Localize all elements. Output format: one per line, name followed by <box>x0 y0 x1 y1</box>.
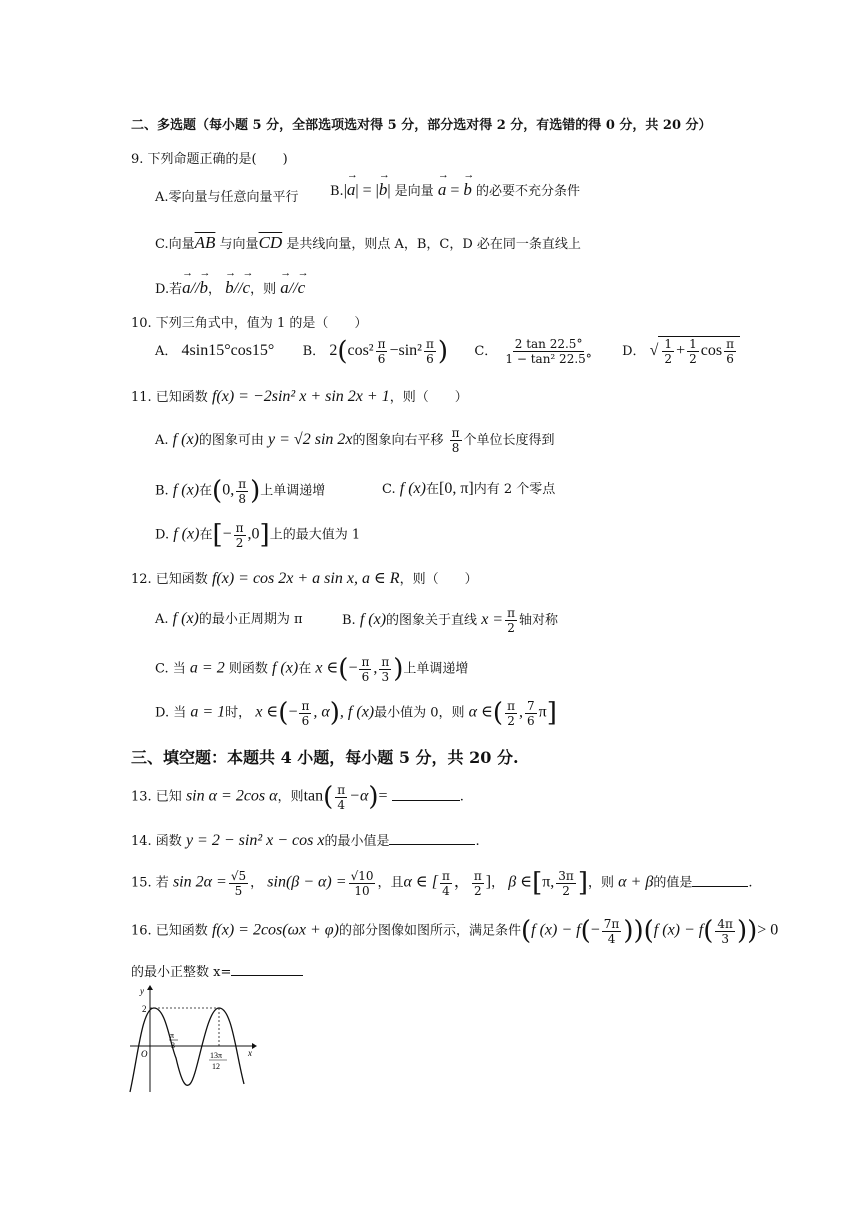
q9-c-label: C.向量 <box>155 237 195 252</box>
q9-c-text: 是共线向量，则点 A，B，C，D 必在同一条直线上 <box>286 237 581 252</box>
q11-a-expr: y = √2 sin 2x <box>268 431 353 448</box>
q11-option-c: C. f (x)在[0, π]内有 2 个零点 <box>382 480 556 497</box>
q14-prefix: 14. 函数 <box>131 834 182 849</box>
q12-d-expr: a = 1 <box>190 703 226 721</box>
q12-c-expr: a = 2 <box>189 659 225 677</box>
q15-sep3: ， <box>491 875 505 891</box>
q12-a-label: A. <box>155 612 169 627</box>
q12-function: f(x) = cos 2x + a sin x, a ∈ R <box>211 570 400 587</box>
q11-a-label: A. <box>155 433 169 448</box>
q11-stem-prefix: 11. 已知函数 <box>131 390 208 405</box>
q16-prefix: 16. 已知函数 <box>131 923 208 939</box>
q9-b-text: 是向量 <box>394 184 434 199</box>
q16-expr: f(x) = 2cos(ωx + φ) <box>211 921 339 939</box>
q14-expr: y = 2 − sin² x − cos x <box>185 832 325 849</box>
q11-c-text1: 在 <box>425 482 439 497</box>
q11-function: f(x) = −2sin² x + sin 2x + 1 <box>211 388 390 405</box>
section-3-heading: 三、填空题：本题共 4 小题，每小题 5 分，共 20 分. <box>131 748 519 767</box>
q11-c-interval: [0, π] <box>438 480 474 497</box>
tick-13pi-12-den: 12 <box>212 1062 220 1071</box>
q13-prefix: 13. 已知 <box>131 789 182 805</box>
q12-option-a: A. f (x)的最小正周期为 π <box>155 610 303 627</box>
q13-mid: ，则 <box>277 789 304 805</box>
q9-d-label: D.若 <box>155 282 183 297</box>
q9-option-c: C.向量$\overline{AB}$ 与向量$\overline{CD}$ 是共线向量，则点 A，B，C，D 必在同一条直线上 <box>155 233 581 252</box>
q12-c-label: C. 当 <box>155 661 186 677</box>
q11-option-d: D. f (x)在[− $\frac{\pi}{2}$ ,0]上的最大值为 1 <box>155 520 361 550</box>
q16: 16. 已知函数 f(x) = 2cos(ωx + φ)的部分图像如图所示，满足条件(f (x) − f(− $\frac{7\pi}{4}$ ))(f (x) − f( $\frac{4\pi}{3}$ ))> 0 <box>131 916 779 946</box>
q15-sum: α + β <box>618 873 654 891</box>
q12-b-text1: 的图象关于直线 <box>386 613 478 628</box>
tick-13pi-12-num: 13π <box>210 1051 223 1060</box>
q10-b-label: B． <box>302 344 326 359</box>
q12-c-text2: 在 <box>298 661 312 677</box>
q16-line2 <box>131 961 303 980</box>
q10-options: A． 4sin15°cos15° B． 2(cos² $\frac{\pi}{6}$ −sin² $\frac{\pi}{6}$ ) C． $\frac{2 \tan 22.5^\circ}{\text{1 − tan² 22.5°}}$ D． √ $\frac{1}{2}$ + $\frac{1}{2}$ cos $\frac{\pi}{6}$ <box>155 336 740 367</box>
q15: 15. 若 sin 2α = $\frac{√5}{5}$ ， sin(β − α) = $\frac{√10}{10}$ ，且α ∈ [ $\frac{\pi}{4}$ ， $\frac{\pi}{2}$ ]， β ∈[π, $\frac{3\pi}{2}$ ]，则 α + β的值是 . <box>131 868 753 898</box>
q12-option-d: D. 当 a = 1时， x ∈(− $\frac{\pi}{6}$ , α), f (x)最小值为 0，则 α ∈( $\frac{\pi}{2}$ , $\frac{7}{6}$ π] <box>155 698 557 728</box>
q11-option-a: A. f (x)的图象可由 y = √2 sin 2x的图象向右平移 $\frac{\pi}{8}$ 个单位长度得到 <box>155 426 555 455</box>
peak-value-label: 2 <box>142 1004 147 1014</box>
q16-line2-text: 的最小正整数 x= <box>131 965 232 980</box>
q11-a-text3: 个单位长度得到 <box>463 433 555 448</box>
tick-pi-3-den: 3 <box>171 1041 175 1050</box>
q11-c-text2: 内有 2 个零点 <box>473 482 556 497</box>
q15-sep4: ，则 <box>587 875 614 891</box>
q12-d-text1: 时， <box>225 705 252 721</box>
q12-d-label: D. 当 <box>155 705 187 721</box>
q11-a-text1: 的图象可由 <box>198 433 264 448</box>
q10-c-label: C． <box>474 344 498 359</box>
q15-end: . <box>748 875 753 891</box>
q9-option-d: D.若→ a//→ b， → b//→ c，则 → a//→ c <box>155 278 305 298</box>
q15-prefix: 15. 若 <box>131 875 169 891</box>
q11-c-label: C. <box>382 482 396 497</box>
q12-d-text2: 最小值为 0，则 <box>374 705 465 721</box>
q10-stem: 10. 下列三角式中，值为 1 的是（ ） <box>131 316 368 331</box>
x-axis-label: x <box>248 1048 252 1058</box>
q16-text: 的部分图像如图所示，满足条件 <box>338 923 521 939</box>
q15-suffix: 的值是 <box>653 875 693 891</box>
q9-d-sep: ， <box>207 282 221 297</box>
q11-b-label: B. <box>155 483 169 499</box>
q12-a-text: 的最小正周期为 π <box>198 612 303 627</box>
q13: 13. 已知 sin α = 2cos α，则tan( $\frac{\pi}{4}$ −α)= . <box>131 782 464 812</box>
q9-c-mid: 与向量 <box>219 237 259 252</box>
q15-sep1: ， <box>250 875 264 891</box>
q15-answer-blank[interactable] <box>692 874 748 887</box>
q12-c-text3: 上单调递增 <box>403 661 469 677</box>
q12-option-c: C. 当 a = 2 则函数 f (x)在 x ∈(− $\frac{\pi}{6}$ , $\frac{\pi}{3}$ )上单调递增 <box>155 654 469 684</box>
q12-c-text1: 则函数 <box>228 661 268 677</box>
q11-stem <box>131 386 468 406</box>
q12-b-text2: 轴对称 <box>518 613 558 628</box>
section-2-heading: 二、多选题（每小题 5 分，全部选项选对得 5 分，部分选对得 2 分，有选错的得 0 分，共 20 分） <box>131 118 712 133</box>
q9-b-tail: 的必要不充分条件 <box>476 184 581 199</box>
y-axis-label: y <box>140 986 144 996</box>
q12-b-label: B. <box>342 613 356 628</box>
x-axis-arrow <box>252 1043 257 1049</box>
q14-end: . <box>475 834 480 849</box>
q16-answer-blank[interactable] <box>231 963 303 976</box>
q9-stem: 9. 下列命题正确的是( ) <box>131 152 288 167</box>
q9-option-b: B.|→ a| = |→ b| 是向量 → a = → b 的必要不充分条件 <box>330 180 580 200</box>
q14-suffix: 的最小值是 <box>324 834 390 849</box>
q11-b-text1: 在 <box>199 483 213 499</box>
q11-a-text2: 的图象向右平移 <box>352 433 444 448</box>
q12-stem <box>131 568 478 588</box>
q13-suffix: . <box>459 789 464 805</box>
q12-stem-suffix: ，则（ ） <box>399 572 478 587</box>
q11-d-text1: 在 <box>199 527 213 543</box>
q13-answer-blank[interactable] <box>392 788 460 801</box>
q12-stem-prefix: 12. 已知函数 <box>131 572 208 587</box>
q10-a-expr: 4sin15°cos15° <box>181 342 275 359</box>
q14 <box>131 830 480 850</box>
q14-answer-blank[interactable] <box>389 832 475 845</box>
q16-gt: > 0 <box>757 921 779 939</box>
q11-option-b: B. f (x)在(0, $\frac{\pi}{8}$ )上单调递增 <box>155 476 326 506</box>
q12-option-b: B. f (x)的图象关于直线 x = $\frac{\pi}{2}$ 轴对称 <box>342 606 558 635</box>
q10-a-label: A． <box>155 344 178 359</box>
origin-label: O <box>141 1049 148 1059</box>
q11-b-text2: 上单调递增 <box>260 483 326 499</box>
q11-d-text2: 上的最大值为 1 <box>269 527 361 543</box>
q9-d-then: ，则 <box>250 282 277 297</box>
q13-expr: sin α = 2cos α <box>185 787 278 805</box>
q10-d-label: D． <box>622 344 646 359</box>
q15-sep2: ，且 <box>377 875 404 891</box>
q11-stem-suffix: ，则（ ） <box>389 390 468 405</box>
q16-graph <box>124 984 264 1096</box>
q9-option-a: A.零向量与任意向量平行 <box>155 190 299 205</box>
tick-pi-3-num: π <box>170 1031 175 1040</box>
q11-d-label: D. <box>155 527 170 543</box>
q9-b-label: B. <box>330 184 344 199</box>
y-axis-arrow <box>147 985 153 990</box>
